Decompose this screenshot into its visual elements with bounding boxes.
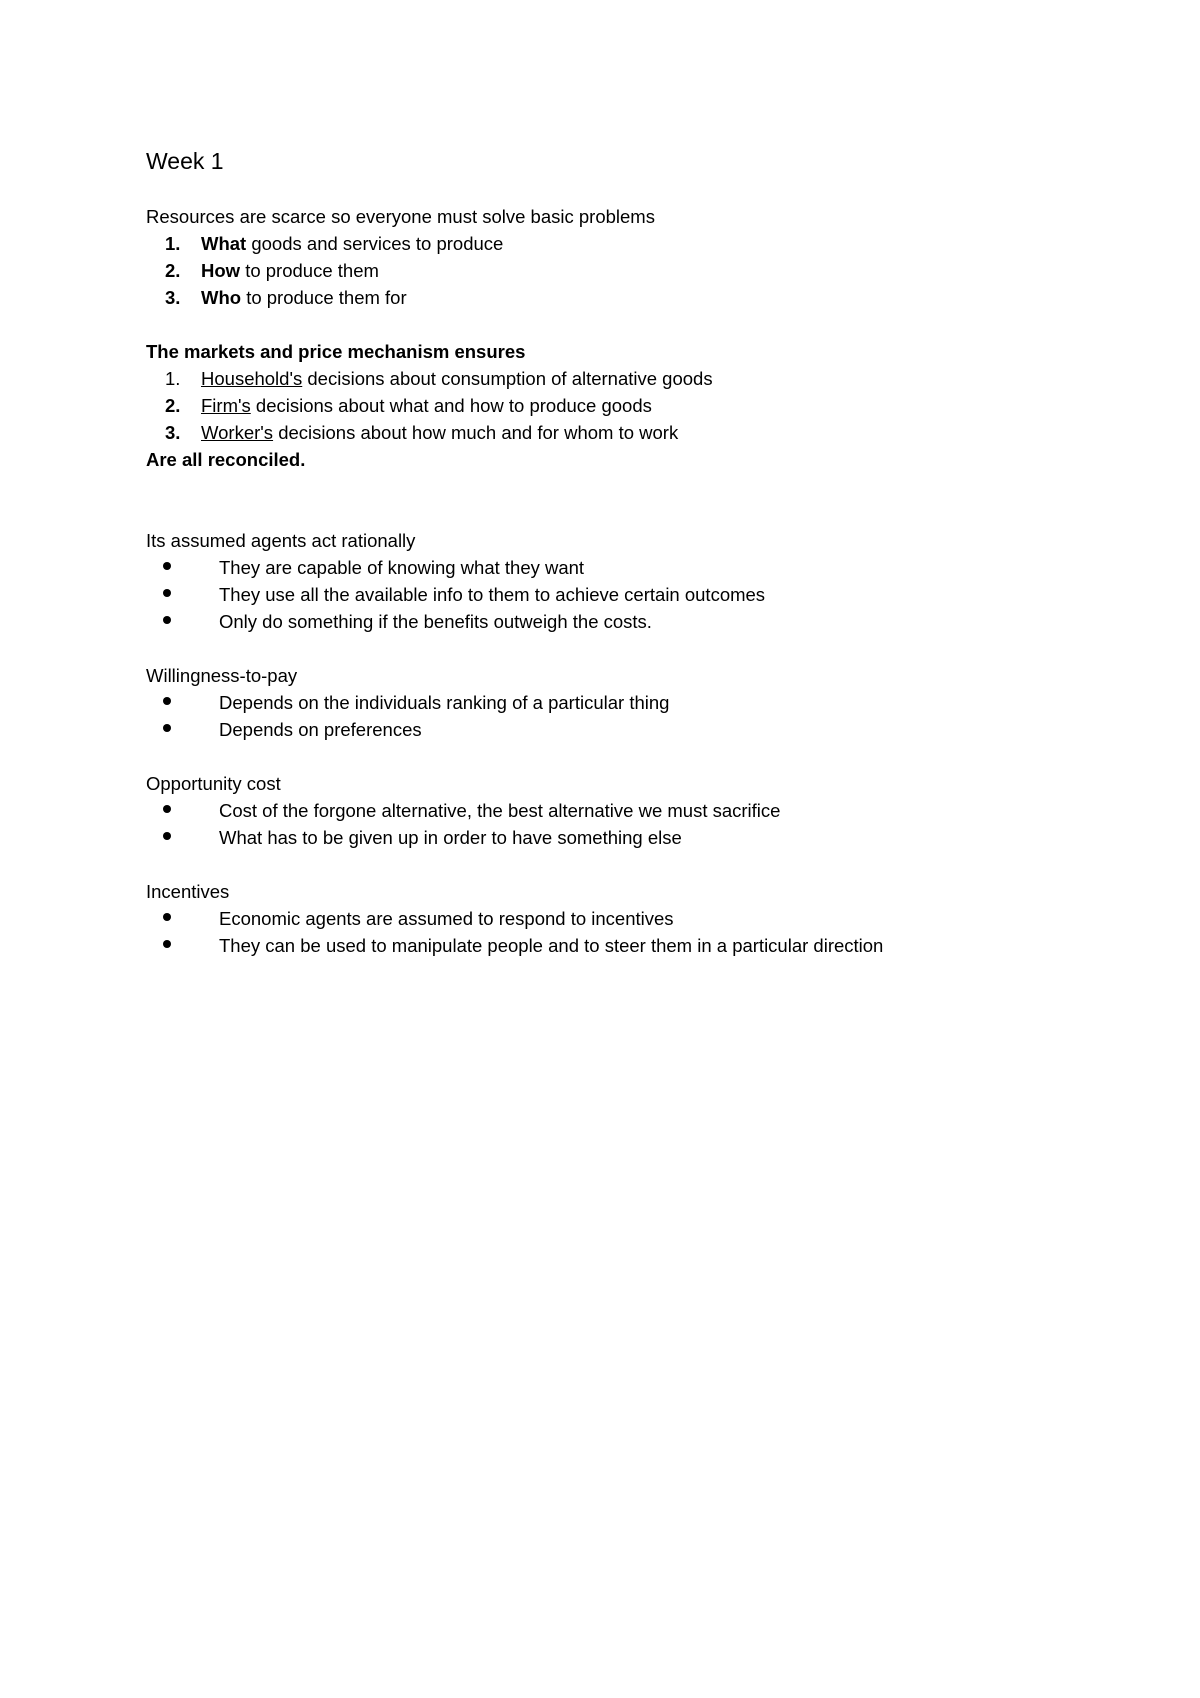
- section2-list: [146, 365, 1046, 446]
- list-item: [146, 392, 1046, 419]
- item-text: Economic agents are assumed to respond to incentives: [219, 908, 674, 929]
- item-subject: Household's: [201, 368, 303, 389]
- item-keyword: How: [201, 260, 241, 281]
- list-item: [146, 608, 1046, 635]
- item-subject: Firm's: [201, 395, 251, 416]
- list-item: [146, 365, 1046, 392]
- section3-heading: Its assumed agents act rationally: [146, 530, 416, 551]
- list-number: 2.: [165, 260, 181, 281]
- bullet-icon: [163, 616, 171, 624]
- item-text: Depends on preferences: [219, 719, 422, 740]
- bullet-icon: [163, 913, 171, 921]
- section6-list: [146, 905, 1046, 959]
- item-keyword: Who: [201, 287, 242, 308]
- item-text: They use all the available info to them to achieve certain outcomes: [219, 584, 766, 605]
- list-number: 3.: [165, 287, 181, 308]
- list-item: [146, 554, 1046, 581]
- item-text: What has to be given up in order to have something else: [219, 827, 682, 848]
- bullet-icon: [163, 832, 171, 840]
- list-number: 1.: [165, 233, 181, 254]
- item-text: They can be used to manipulate people and to steer them in a particular direction: [219, 935, 884, 956]
- list-item: [146, 419, 1046, 446]
- item-text: to produce them for: [241, 287, 407, 308]
- item-text: decisions about what and how to produce goods: [250, 395, 652, 416]
- list-item: [146, 689, 1046, 716]
- section1-list: [146, 230, 1046, 311]
- section2-heading: The markets and price mechanism ensures: [146, 341, 526, 362]
- item-text: They are capable of knowing what they want: [219, 557, 585, 578]
- list-item: [146, 230, 1046, 257]
- list-item: [146, 797, 1046, 824]
- section4-heading: Willingness-to-pay: [146, 665, 298, 686]
- section4-list: [146, 689, 1046, 743]
- item-text: goods and services to produce: [246, 233, 504, 254]
- bullet-icon: [163, 724, 171, 732]
- list-item: [146, 824, 1046, 851]
- item-text: to produce them: [240, 260, 379, 281]
- list-item: [146, 716, 1046, 743]
- item-text: decisions about consumption of alternative goods: [302, 368, 713, 389]
- section3-list: [146, 554, 1046, 635]
- item-text: decisions about how much and for whom to work: [273, 422, 679, 443]
- list-number: 1.: [165, 368, 181, 389]
- item-text: Cost of the forgone alternative, the best alternative we must sacrifice: [219, 800, 781, 821]
- bullet-icon: [163, 589, 171, 597]
- section5-heading: Opportunity cost: [146, 773, 281, 794]
- document-body: [146, 146, 1046, 959]
- bullet-icon: [163, 697, 171, 705]
- list-item: [146, 932, 1046, 959]
- item-subject: Worker's: [201, 422, 274, 443]
- list-item: [146, 581, 1046, 608]
- item-keyword: What: [201, 233, 247, 254]
- list-item: [146, 257, 1046, 284]
- section1-intro: Resources are scarce so everyone must solve basic problems: [146, 206, 655, 227]
- list-item: [146, 905, 1046, 932]
- section5-list: [146, 797, 1046, 851]
- list-item: [146, 284, 1046, 311]
- section2-closing: Are all reconciled.: [146, 449, 306, 470]
- item-text: Only do something if the benefits outweigh the costs.: [219, 611, 652, 632]
- bullet-icon: [163, 562, 171, 570]
- bullet-icon: [163, 805, 171, 813]
- list-number: 3.: [165, 422, 181, 443]
- list-number: 2.: [165, 395, 181, 416]
- page-title: Week 1: [146, 148, 224, 174]
- item-text: Depends on the individuals ranking of a particular thing: [219, 692, 670, 713]
- bullet-icon: [163, 940, 171, 948]
- section6-heading: Incentives: [146, 881, 230, 902]
